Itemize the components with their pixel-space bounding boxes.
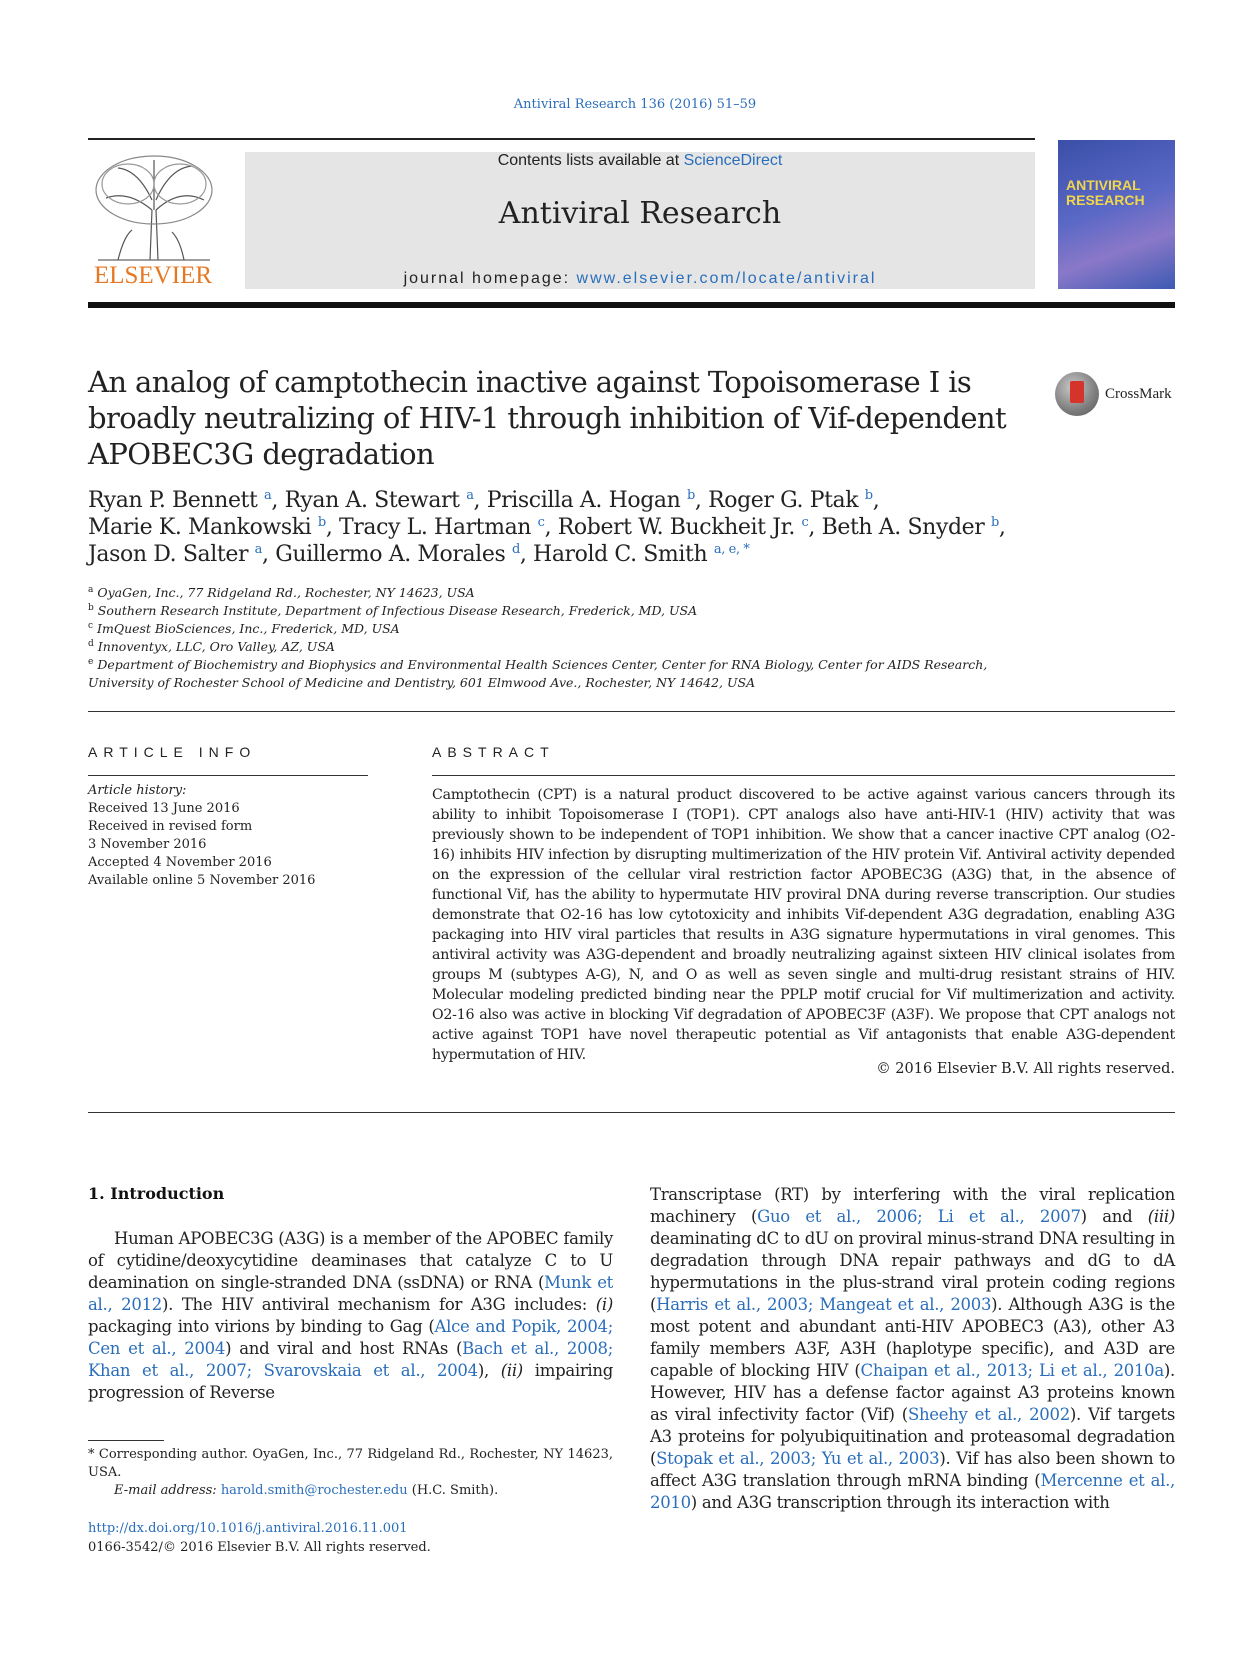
history-item: 3 November 2016 (88, 837, 207, 852)
author-name[interactable]: Marie K. Mankowski (88, 515, 312, 540)
author-name[interactable]: Jason D. Salter (88, 542, 249, 567)
intro-column-left: Human APOBEC3G (A3G) is a member of the APOBEC family of cytidine/deoxycytidine deaminases that catalyze C to U deamination on single-stranded DNA (ssDNA) or RNA (Munk et al., 2012). The HIV antiviral mechanism for A3G includes: (i) packaging into virions by binding to Gag (Alce and Popik, 2004; Cen et al., 2004) and viral and host RNAs (Bach et al., 2008; Khan et al., 2007; Svarovskaia et al., 2004), (ii) impairing progression of Reverse (88, 1229, 613, 1402)
citation-link[interactable]: Alce and Popik, 2004; Cen et al., 2004 (88, 1317, 613, 1358)
author-affiliation-marker[interactable]: a (466, 488, 474, 503)
affiliation-item: $^e$ Department of Biochemistry and Biophysics and Environmental Health Sciences Center, Center for RNA Biology, Center for AIDS Research, University of Rochester School of Medicine and Dentistry, 601 Elmwood Ave., Rochester, NY 14642, USA (88, 657, 988, 690)
homepage-prefix: journal homepage: (403, 270, 577, 287)
author-name[interactable]: Tracy L. Hartman (339, 515, 532, 540)
introduction-heading: 1. Introduction (88, 1184, 225, 1203)
author-name[interactable]: Roger G. Ptak (708, 488, 859, 513)
article-info-heading: ARTICLE INFO (88, 744, 257, 760)
author-name[interactable]: Priscilla A. Hogan (486, 488, 681, 513)
footnote-rule (88, 1440, 164, 1441)
citation-link[interactable]: Harris et al., 2003; Mangeat et al., 2003 (656, 1295, 992, 1314)
crossmark-button[interactable] (1055, 372, 1185, 418)
journal-citation[interactable]: Antiviral Research 136 (2016) 51–59 (513, 97, 757, 112)
history-item: Received in revised form (88, 819, 253, 834)
history-item: Received 13 June 2016 (88, 801, 240, 816)
affiliation-list (88, 584, 1048, 692)
intro-column-right: Transcriptase (RT) by interfering with the viral replication machinery (Guo et al., 2006; Li et al., 2007) and (iii) deaminating dC to dU on proviral minus-strand DNA resulting in degradation through DNA repair pathways and dG to dA hypermutations in the plus-strand viral protein coding regions (Harris et al., 2003; Mangeat et al., 2003). Although A3G is the most potent and abundant anti-HIV APOBEC3 (A3), other A3 family members A3F, A3H (haplotype specific), and A3D are capable of blocking HIV (Chaipan et al., 2013; Li et al., 2010a). However, HIV has a defense factor against A3 proteins known as viral infectivity factor (Vif) (Sheehy et al., 2002). Vif targets A3 proteins for polyubiquitination and proteasomal degradation (Stopak et al., 2003; Yu et al., 2003). Vif has also been shown to affect A3G translation through mRNA binding (Mercenne et al., 2010) and A3G transcription through its interaction with (650, 1185, 1176, 1512)
corresponding-author-note: * Corresponding author. OyaGen, Inc., 77 Ridgeland Rd., Rochester, NY 14623, USA. (88, 1447, 613, 1480)
author-name[interactable]: Ryan A. Stewart (284, 488, 460, 513)
elsevier-logo[interactable] (88, 150, 218, 290)
section-divider (88, 711, 1175, 712)
history-label: Article history: (88, 783, 187, 798)
author-affiliation-marker[interactable]: a (254, 542, 263, 557)
header-thick-rule (88, 302, 1175, 308)
email-label: E-mail address: (114, 1483, 221, 1498)
corresponding-author-footnote (88, 1446, 613, 1500)
sciencedirect-link[interactable]: ScienceDirect (683, 152, 783, 169)
author-affiliation-marker[interactable]: a (264, 488, 272, 503)
citation-link[interactable]: Sheehy et al., 2002 (907, 1405, 1070, 1424)
author-affiliation-marker[interactable]: b (317, 515, 326, 530)
author-affiliation-marker[interactable]: b (864, 488, 873, 503)
author-name[interactable]: Guillermo A. Morales (275, 542, 506, 567)
abstract-rule (432, 775, 1175, 776)
citation-link[interactable]: Guo et al., 2006; Li et al., 2007 (757, 1207, 1081, 1226)
article-history (88, 782, 388, 890)
affiliation-item: $^a$ OyaGen, Inc., 77 Ridgeland Rd., Rochester, NY 14623, USA (88, 585, 475, 600)
email-line (88, 1482, 613, 1500)
cover-title: ANTIVIRAL RESEARCH (1066, 177, 1145, 208)
email-suffix: (H.C. Smith). (407, 1483, 499, 1498)
citation-link[interactable]: Stopak et al., 2003; Yu et al., 2003 (656, 1449, 940, 1468)
author-name[interactable]: Beth A. Snyder (821, 515, 985, 540)
history-item: Accepted 4 November 2016 (88, 855, 272, 870)
citation-link[interactable]: Bach et al., 2008; Khan et al., 2007; Svarovskaia et al., 2004 (88, 1339, 613, 1380)
citation-link[interactable]: Mercenne et al., 2010 (650, 1471, 1175, 1512)
journal-name: Antiviral Research (498, 196, 782, 231)
article-info-rule (88, 775, 368, 776)
crossmark-icon (1055, 372, 1099, 416)
copyright-notice: © 2016 Elsevier B.V. All rights reserved. (876, 1061, 1175, 1077)
author-affiliation-marker[interactable]: a, e, * (713, 542, 750, 557)
issn-copyright: 0166-3542/© 2016 Elsevier B.V. All rights reserved. (88, 1540, 431, 1555)
author-affiliation-marker[interactable]: d (511, 542, 520, 557)
homepage-line (245, 270, 1035, 288)
affiliation-item: $^b$ Southern Research Institute, Department of Infectious Disease Research, Frederick, MD, USA (88, 603, 698, 618)
homepage-link[interactable]: www.elsevier.com/locate/antiviral (576, 270, 877, 287)
abstract-heading: ABSTRACT (432, 744, 555, 760)
affiliation-item: $^c$ ImQuest BioSciences, Inc., Frederick, MD, USA (88, 621, 400, 636)
author-name[interactable]: Ryan P. Bennett (88, 488, 258, 513)
crossmark-label: CrossMark (1105, 386, 1172, 402)
email-link[interactable]: harold.smith@rochester.edu (220, 1483, 408, 1498)
journal-cover-image[interactable] (1058, 140, 1175, 289)
contents-line (245, 152, 1035, 170)
journal-banner (245, 152, 1035, 289)
author-list: Ryan P. Bennett $^a$, Ryan A. Stewart $^a$, Priscilla A. Hogan $^b$, Roger G. Ptak $^b$, Marie K. Mankowski $^b$, Tracy L. Hartman $^c$, Robert W. Buckheit Jr. $^c$, Beth A. Snyder $^b$, Jason D. Salter $^a$, Guillermo A. Morales $^d$, Harold C. Smith $^{a, e, *}$ (88, 488, 1006, 567)
citation-link[interactable]: Chaipan et al., 2013; Li et al., 2010a (860, 1361, 1164, 1380)
elsevier-tree-icon (88, 150, 218, 262)
header-top-rule (88, 138, 1035, 140)
author-affiliation-marker[interactable]: c (537, 515, 545, 530)
author-affiliation-marker[interactable]: c (801, 515, 809, 530)
citation-link[interactable]: Munk et al., 2012 (88, 1273, 613, 1314)
contents-prefix: Contents lists available at (497, 152, 684, 169)
abstract-body: Camptothecin (CPT) is a natural product discovered to be active against various cancers through its ability to inhibit Topoisomerase I (TOP1). CPT analogs also have anti-HIV-1 (HIV) activity that was previously shown to be independent of TOP1 inhibition. We show that a cancer inactive CPT analog (O2-16) inhibits HIV infection by disrupting multimerization of the HIV protein Vif. Antiviral activity depended on the expression of the cellular viral restriction factor APOBEC3G (A3G) that, in the absence of functional Vif, has the ability to hypermutate HIV proviral DNA during reverse transcription. Our studies demonstrate that O2-16 has low cytotoxicity and inhibits Vif-dependent A3G degradation, enabling A3G packaging into HIV viral particles that results in A3G signature hypermutations in viral genomes. This antiviral activity was A3G-dependent and broadly neutralizing against sixteen HIV clinical isolates from groups M (subtypes A-G), N, and O as well as seven single and multi-drug resistant strains of HIV. Molecular modeling predicted binding near the PPLP motif crucial for Vif multimerization and activity. O2-16 also was active in blocking Vif degradation of APOBEC3F (A3F). We propose that CPT analogs not active against TOP1 have novel therapeutic potential as Vif antagonists that enable A3G-dependent hypermutation of HIV. (432, 787, 1175, 1063)
author-name[interactable]: Harold C. Smith (533, 542, 708, 567)
article-title: An analog of camptothecin inactive against Topoisomerase I is broadly neutralizing of HIV-1 through inhibition of Vif-dependent APOBEC3G degradation (88, 365, 1007, 471)
author-affiliation-marker[interactable]: b (990, 515, 999, 530)
doi-link[interactable]: http://dx.doi.org/10.1016/j.antiviral.2016.11.001 (88, 1521, 408, 1536)
author-affiliation-marker[interactable]: b (687, 488, 695, 503)
elsevier-wordmark: ELSEVIER (93, 262, 213, 289)
affiliation-item: $^d$ Innoventyx, LLC, Oro Valley, AZ, USA (88, 639, 335, 654)
author-name[interactable]: Robert W. Buckheit Jr. (557, 515, 795, 540)
section-divider (88, 1112, 1175, 1113)
history-item: Available online 5 November 2016 (88, 873, 316, 888)
